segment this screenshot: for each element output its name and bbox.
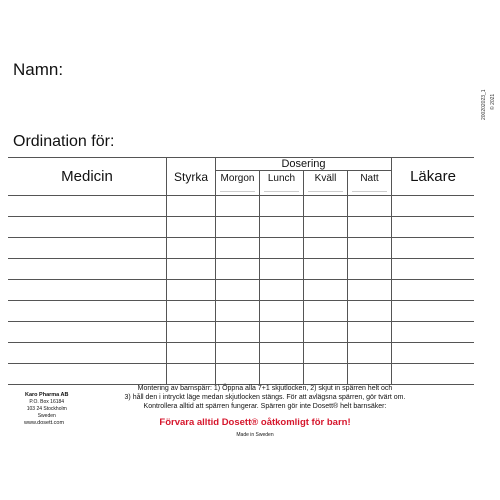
table-row <box>8 217 474 238</box>
cell-lunch[interactable] <box>260 238 304 259</box>
cell-lunch[interactable] <box>260 196 304 217</box>
address-line: 103 24 Stockholm <box>26 406 67 412</box>
cell-lunch[interactable] <box>260 280 304 301</box>
cell-morgon[interactable] <box>216 259 260 280</box>
cell-morgon[interactable] <box>216 280 260 301</box>
header-kvall: Kväll <box>304 171 348 196</box>
cell-natt[interactable] <box>348 343 392 364</box>
table-row <box>8 280 474 301</box>
header-morgon: Morgon <box>216 171 260 196</box>
instruction-line: 3) håll den i intryckt läge medan skjutlocken stängs. För att avlägsna spärren, gör tvärt om. <box>124 394 406 401</box>
cell-medicin[interactable] <box>8 343 167 364</box>
cell-natt[interactable] <box>348 217 392 238</box>
cell-morgon[interactable] <box>216 322 260 343</box>
cell-natt[interactable] <box>348 364 392 385</box>
cell-natt[interactable] <box>348 322 392 343</box>
table-row <box>8 322 474 343</box>
cell-medicin[interactable] <box>8 364 167 385</box>
company-name: Karo Pharma AB <box>25 392 69 398</box>
cell-kvall[interactable] <box>304 322 348 343</box>
cell-medicin[interactable] <box>8 301 167 322</box>
cell-natt[interactable] <box>348 196 392 217</box>
cell-lakare[interactable] <box>392 301 475 322</box>
table-row <box>8 196 474 217</box>
cell-morgon[interactable] <box>216 196 260 217</box>
cell-medicin[interactable] <box>8 322 167 343</box>
cell-styrka[interactable] <box>167 217 216 238</box>
ordination-label: Ordination för: <box>13 133 115 150</box>
child-safety-warning: Förvara alltid Dosett® oåtkomligt för barn! <box>159 417 351 428</box>
cell-natt[interactable] <box>348 301 392 322</box>
cell-styrka[interactable] <box>167 238 216 259</box>
cell-medicin[interactable] <box>8 196 167 217</box>
cell-styrka[interactable] <box>167 322 216 343</box>
cell-styrka[interactable] <box>167 196 216 217</box>
cell-lakare[interactable] <box>392 238 475 259</box>
cell-lakare[interactable] <box>392 217 475 238</box>
cell-kvall[interactable] <box>304 364 348 385</box>
name-label: Namn: <box>13 60 64 79</box>
cell-lakare[interactable] <box>392 322 475 343</box>
table-row <box>8 301 474 322</box>
cell-kvall[interactable] <box>304 301 348 322</box>
header-lunch: Lunch <box>260 171 304 196</box>
medication-table <box>8 157 474 385</box>
table-row <box>8 259 474 280</box>
cell-lunch[interactable] <box>260 301 304 322</box>
website-url: www.dosett.com <box>24 420 65 426</box>
cell-lunch[interactable] <box>260 217 304 238</box>
table-row <box>8 238 474 259</box>
cell-styrka[interactable] <box>167 280 216 301</box>
header-lakare: Läkare <box>392 158 475 196</box>
cell-lakare[interactable] <box>392 259 475 280</box>
cell-medicin[interactable] <box>8 238 167 259</box>
cell-medicin[interactable] <box>8 280 167 301</box>
cell-morgon[interactable] <box>216 301 260 322</box>
table-row <box>8 343 474 364</box>
header-styrka: Styrka <box>167 158 216 196</box>
cell-lakare[interactable] <box>392 196 475 217</box>
cell-lunch[interactable] <box>260 364 304 385</box>
company-address <box>25 392 69 420</box>
cell-kvall[interactable] <box>304 217 348 238</box>
document-code: 200202023_1 <box>481 89 487 120</box>
instruction-line: Kontrollera alltid att spärren fungerar. Spärren gör inte Dosett® helt barnsäker: <box>143 403 387 410</box>
table-row <box>8 364 474 385</box>
cell-kvall[interactable] <box>304 280 348 301</box>
header-dosering: Dosering <box>216 158 392 171</box>
instruction-line: Montering av barnspärr: 1) Öppna alla 7+1 skjutlocken, 2) skjut in spärren helt och <box>137 385 393 392</box>
cell-lakare[interactable] <box>392 364 475 385</box>
cell-lakare[interactable] <box>392 280 475 301</box>
address-line: Sweden <box>37 413 56 419</box>
cell-natt[interactable] <box>348 238 392 259</box>
cell-morgon[interactable] <box>216 364 260 385</box>
cell-lunch[interactable] <box>260 343 304 364</box>
made-in-label: Made in Sweden <box>236 432 274 438</box>
cell-natt[interactable] <box>348 259 392 280</box>
cell-kvall[interactable] <box>304 259 348 280</box>
cell-morgon[interactable] <box>216 217 260 238</box>
cell-lunch[interactable] <box>260 322 304 343</box>
cell-styrka[interactable] <box>167 343 216 364</box>
cell-styrka[interactable] <box>167 301 216 322</box>
cell-styrka[interactable] <box>167 259 216 280</box>
table-body <box>8 196 474 385</box>
cell-lunch[interactable] <box>260 259 304 280</box>
cell-morgon[interactable] <box>216 238 260 259</box>
cell-lakare[interactable] <box>392 343 475 364</box>
address-line: P.O. Box 16184 <box>29 399 65 405</box>
cell-kvall[interactable] <box>304 238 348 259</box>
cell-medicin[interactable] <box>8 217 167 238</box>
copyright-code: © 2021 <box>490 93 496 110</box>
cell-medicin[interactable] <box>8 259 167 280</box>
cell-styrka[interactable] <box>167 364 216 385</box>
header-medicin: Medicin <box>8 158 167 196</box>
assembly-instructions <box>120 384 410 411</box>
cell-natt[interactable] <box>348 280 392 301</box>
header-natt: Natt <box>348 171 392 196</box>
cell-kvall[interactable] <box>304 196 348 217</box>
cell-kvall[interactable] <box>304 343 348 364</box>
cell-morgon[interactable] <box>216 343 260 364</box>
